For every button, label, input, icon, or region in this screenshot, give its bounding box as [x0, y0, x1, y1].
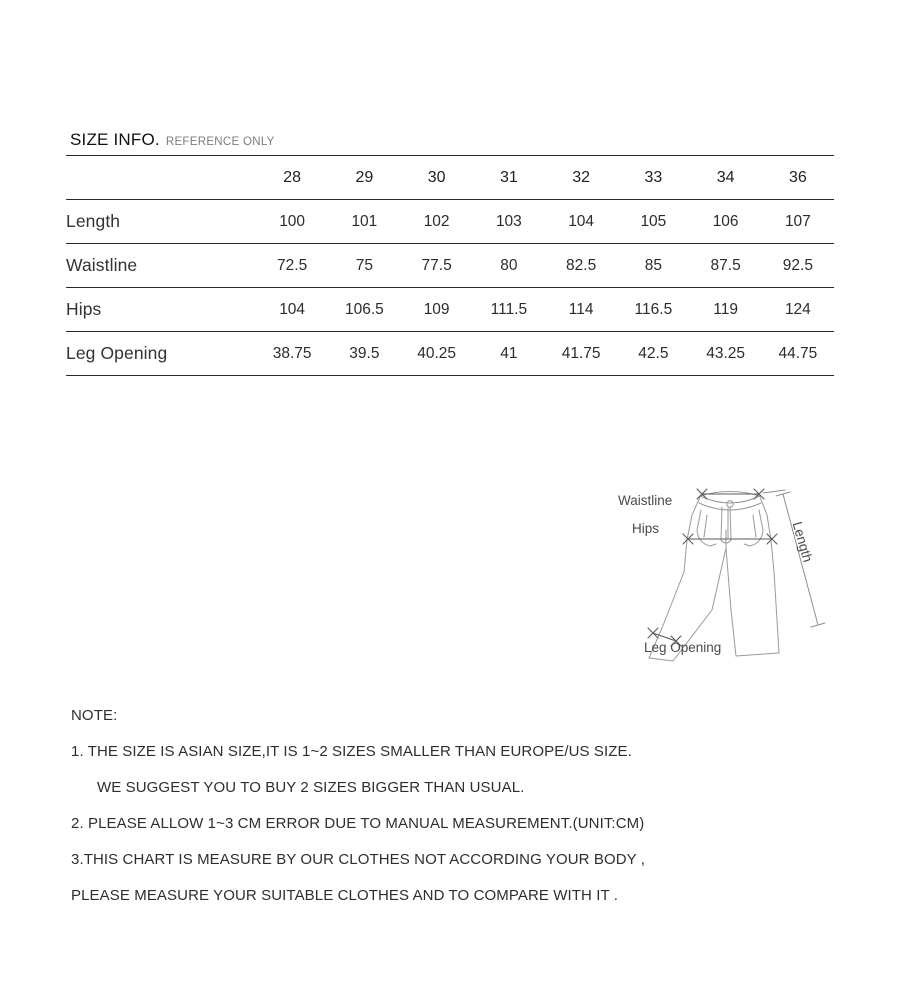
cell-hips-32: 114: [545, 288, 617, 332]
header-cell-label: [66, 156, 256, 200]
note-line-1-continued: WE SUGGEST YOU TO BUY 2 SIZES BIGGER THAN USUAL.: [97, 779, 525, 796]
table-row: [66, 332, 834, 376]
header-cell-size-36: 36: [762, 156, 834, 200]
diagram-label-leg-opening: Leg Opening: [644, 640, 722, 655]
size-table-body: [66, 200, 834, 376]
cell-length-34: 106: [690, 200, 762, 244]
size-table: [66, 155, 834, 376]
header-cell-size-34: 34: [690, 156, 762, 200]
cell-legopening-31: 41: [473, 332, 545, 376]
cell-length-29: 101: [328, 200, 400, 244]
cell-hips-33: 116.5: [617, 288, 689, 332]
size-table-container: [66, 155, 834, 376]
note-line-3-continued: PLEASE MEASURE YOUR SUITABLE CLOTHES AND TO COMPARE WITH IT .: [71, 887, 619, 904]
header-cell-size-32: 32: [545, 156, 617, 200]
header-cell-size-28: 28: [256, 156, 328, 200]
cell-waistline-30: 77.5: [401, 244, 473, 288]
cell-legopening-32: 41.75: [545, 332, 617, 376]
cell-waistline-29: 75: [328, 244, 400, 288]
size-info-header: [70, 130, 275, 150]
right-leg-outer: [774, 572, 779, 653]
cell-hips-29: 106.5: [328, 288, 400, 332]
cell-length-36: 107: [762, 200, 834, 244]
diagram-label-waistline: Waistline: [618, 493, 673, 508]
page-title: SIZE INFO.: [70, 130, 160, 149]
cell-hips-31: 111.5: [473, 288, 545, 332]
header-cell-size-31: 31: [473, 156, 545, 200]
cell-waistline-31: 80: [473, 244, 545, 288]
waist-button-icon: [727, 501, 733, 507]
cell-legopening-33: 42.5: [617, 332, 689, 376]
cell-length-32: 104: [545, 200, 617, 244]
cell-waistline-32: 82.5: [545, 244, 617, 288]
note-line-2: 2. PLEASE ALLOW 1~3 CM ERROR DUE TO MANUAL MEASUREMENT.(UNIT:CM): [71, 815, 645, 832]
left-pocket-inner-line: [704, 515, 707, 537]
diagram-label-length: Length: [789, 520, 816, 564]
row-label-hips: Hips: [66, 288, 256, 332]
left-cuff: [649, 658, 673, 661]
cell-waistline-33: 85: [617, 244, 689, 288]
cell-waistline-28: 72.5: [256, 244, 328, 288]
right-cuff: [736, 653, 779, 656]
row-label-waistline: Waistline: [66, 244, 256, 288]
size-table-head: [66, 156, 834, 200]
cell-length-28: 100: [256, 200, 328, 244]
cell-length-33: 105: [617, 200, 689, 244]
cell-waistline-34: 87.5: [690, 244, 762, 288]
right-leg-inner: [726, 548, 736, 656]
notes-heading: NOTE:: [71, 707, 118, 724]
cell-length-31: 103: [473, 200, 545, 244]
cell-legopening-29: 39.5: [328, 332, 400, 376]
cell-hips-30: 109: [401, 288, 473, 332]
notes-section: [71, 698, 861, 914]
right-pocket-inner-line: [753, 515, 756, 537]
table-row: [66, 200, 834, 244]
header-cell-size-33: 33: [617, 156, 689, 200]
cell-legopening-28: 38.75: [256, 332, 328, 376]
table-row: [66, 244, 834, 288]
table-header-row: [66, 156, 834, 200]
header-cell-size-29: 29: [328, 156, 400, 200]
length-top-extension: [763, 490, 785, 493]
cell-waistline-36: 92.5: [762, 244, 834, 288]
diagram-label-hips: Hips: [632, 521, 660, 536]
cell-length-30: 102: [401, 200, 473, 244]
page-subtitle: REFERENCE ONLY: [165, 136, 275, 148]
waistband-bottom-edge: [700, 496, 760, 503]
note-line-3: 3.THIS CHART IS MEASURE BY OUR CLOTHES NOT ACCORDING YOUR BODY ,: [71, 851, 646, 868]
cell-hips-36: 124: [762, 288, 834, 332]
cell-legopening-36: 44.75: [762, 332, 834, 376]
cell-legopening-30: 40.25: [401, 332, 473, 376]
cell-hips-28: 104: [256, 288, 328, 332]
table-row: [66, 288, 834, 332]
cell-hips-34: 119: [690, 288, 762, 332]
row-label-length: Length: [66, 200, 256, 244]
note-line-1: 1. THE SIZE IS ASIAN SIZE,IT IS 1~2 SIZES SMALLER THAN EUROPE/US SIZE.: [71, 743, 632, 760]
cell-legopening-34: 43.25: [690, 332, 762, 376]
row-label-leg-opening: Leg Opening: [66, 332, 256, 376]
leg-opening-left-x-marker: [648, 628, 658, 638]
pants-measurement-diagram: [600, 460, 860, 675]
header-cell-size-30: 30: [401, 156, 473, 200]
